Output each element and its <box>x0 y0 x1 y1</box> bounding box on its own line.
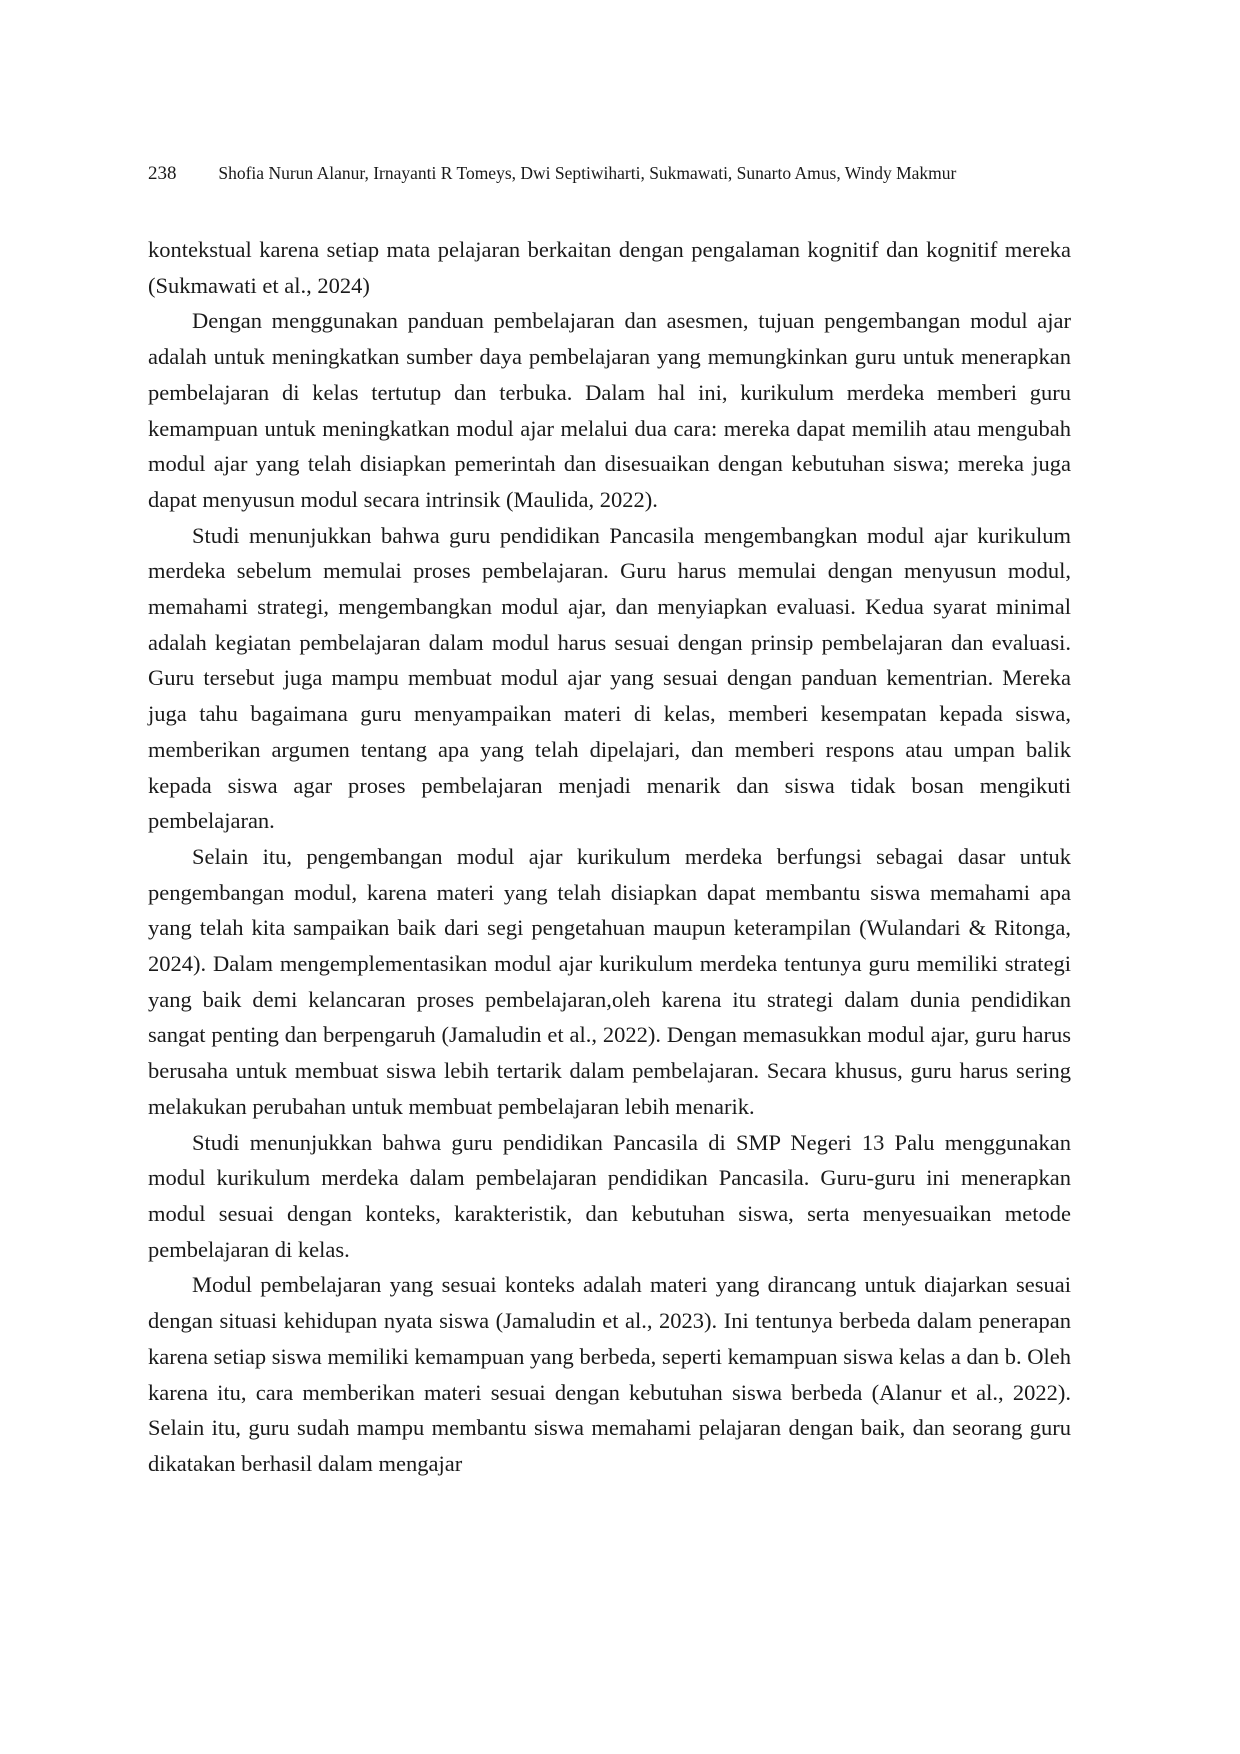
paragraph-continuation: kontekstual karena setiap mata pelajaran berkaitan dengan pengalaman kognitif dan kognitif mereka (Sukmawati et al., 2024) <box>148 237 1071 298</box>
paragraph: Studi menunjukkan bahwa guru pendidikan Pancasila di SMP Negeri 13 Palu menggunakan modul kurikulum merdeka dalam pembelajaran pendidikan Pancasila. Guru-guru ini menerapkan modul sesuai dengan konteks, karakteristik, dan kebutuhan siswa, serta menyesuaikan metode pembelajaran di kelas. <box>148 1129 1071 1262</box>
paragraph: Dengan menggunakan panduan pembelajaran dan asesmen, tujuan pengembangan modul ajar adalah untuk meningkatkan sumber daya pembelajaran yang memungkinkan guru untuk menerapkan pembelajaran di kelas tertutup dan terbuka. Dalam hal ini, kurikulum merdeka memberi guru kemampuan untuk meningkatkan modul ajar melalui dua cara: mereka dapat memilih atau mengubah modul ajar yang telah disiapkan pemerintah dan disesuaikan dengan kebutuhan siswa; mereka juga dapat menyusun modul secara intrinsik (Maulida, 2022). <box>148 308 1071 512</box>
body-text <box>148 232 1071 1482</box>
running-header <box>148 162 1078 185</box>
header-authors: Shofia Nurun Alanur, Irnayanti R Tomeys, Dwi Septiwiharti, Sukmawati, Sunarto Amus, Windy Makmur <box>218 163 957 183</box>
paragraph: Modul pembelajaran yang sesuai konteks adalah materi yang dirancang untuk diajarkan sesuai dengan situasi kehidupan nyata siswa (Jamaludin et al., 2023). Ini tentunya berbeda dalam penerapan karena setiap siswa memiliki kemampuan yang berbeda, seperti kemampuan siswa kelas a dan b. Oleh karena itu, cara memberikan materi sesuai dengan kebutuhan siswa berbeda (Alanur et al., 2022). Selain itu, guru sudah mampu membantu siswa memahami pelajaran dengan baik, dan seorang guru dikatakan berhasil dalam mengajar <box>148 1272 1071 1476</box>
paragraph: Studi menunjukkan bahwa guru pendidikan Pancasila mengembangkan modul ajar kurikulum merdeka sebelum memulai proses pembelajaran. Guru harus memulai dengan menyusun modul, memahami strategi, mengembangkan modul ajar, dan menyiapkan evaluasi. Kedua syarat minimal adalah kegiatan pembelajaran dalam modul harus sesuai dengan prinsip pembelajaran dan evaluasi. Guru tersebut juga mampu membuat modul ajar yang sesuai dengan panduan kementrian. Mereka juga tahu bagaimana guru menyampaikan materi di kelas, memberi kesempatan kepada siswa, memberikan argumen tentang apa yang telah dipelajari, dan memberi respons atau umpan balik kepada siswa agar proses pembelajaran menjadi menarik dan siswa tidak bosan mengikuti pembelajaran. <box>148 522 1071 834</box>
paragraph: Selain itu, pengembangan modul ajar kurikulum merdeka berfungsi sebagai dasar untuk pengembangan modul, karena materi yang telah disiapkan dapat membantu siswa memahami apa yang telah kita sampaikan baik dari segi pengetahuan maupun keterampilan (Wulandari & Ritonga, 2024). Dalam mengemplementasikan modul ajar kurikulum merdeka tentunya guru memiliki strategi yang baik demi kelancaran proses pembelajaran,oleh karena itu strategi dalam dunia pendidikan sangat penting dan berpengaruh (Jamaludin et al., 2022). Dengan memasukkan modul ajar, guru harus berusaha untuk membuat siswa lebih tertarik dalam pembelajaran. Secara khusus, guru harus sering melakukan perubahan untuk membuat pembelajaran lebih menarik. <box>148 843 1071 1119</box>
page-number: 238 <box>148 163 177 184</box>
